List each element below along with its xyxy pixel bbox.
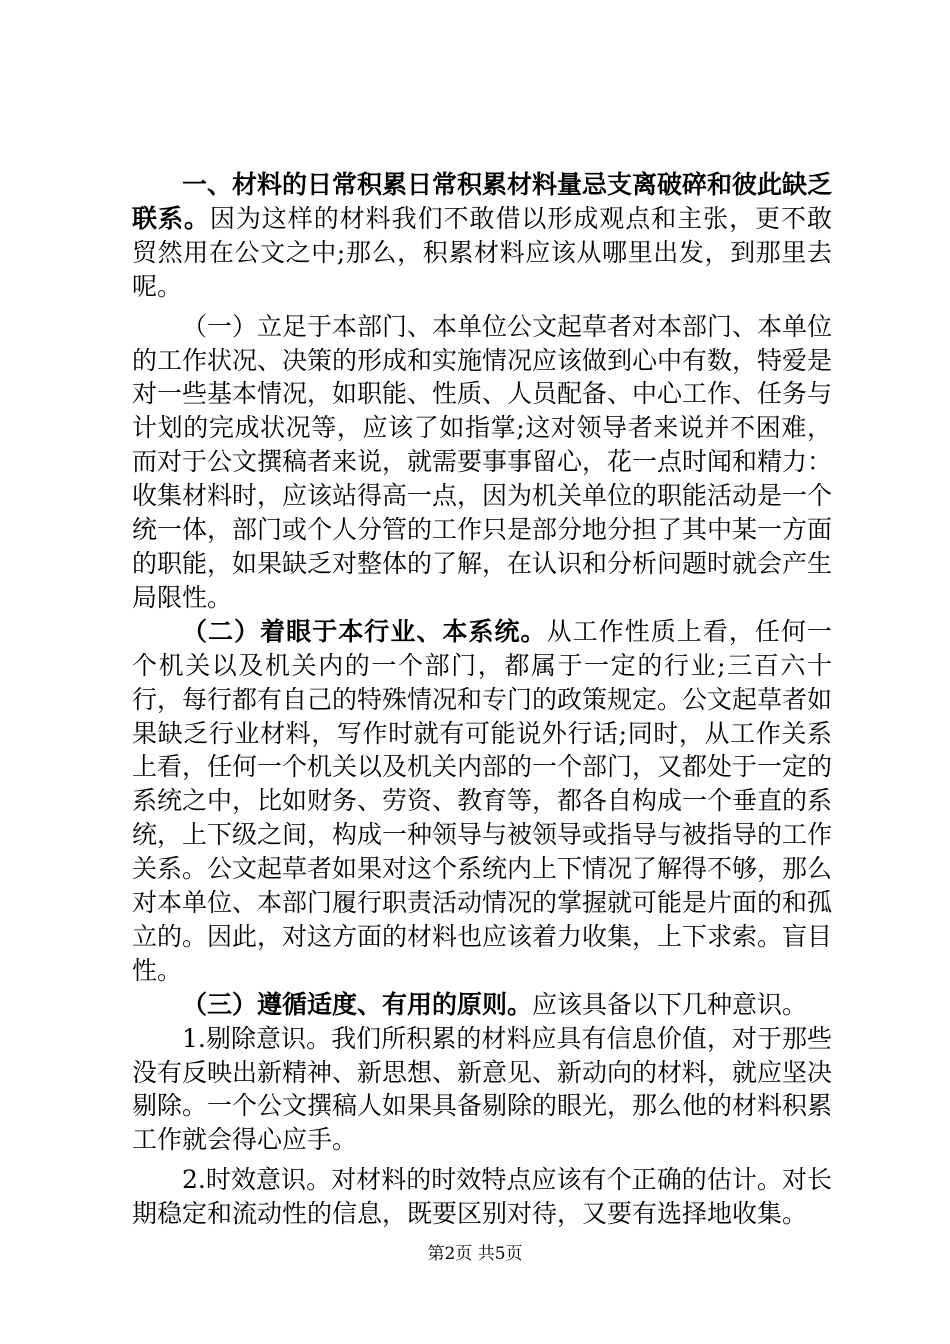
paragraph-1 — [132, 168, 832, 304]
paragraph-2 — [132, 310, 832, 615]
page-number-footer: 第2页 共5页 — [427, 1244, 523, 1264]
paragraph-4 — [132, 988, 832, 1022]
paragraph-4-heading: （三）遵循适度、有用的原则。 — [182, 989, 533, 1019]
paragraph-6 — [132, 1163, 832, 1231]
document-body — [132, 168, 832, 1231]
paragraph-3-heading: （二）着眼于本行业、本系统。 — [182, 616, 547, 646]
paragraph-2-text: （一）立足于本部门、本单位公文起草者对本部门、本单位的工作状况、决策的形成和实施情况应该做到心中有数，特爱是对一些基本情况，如职能、性质、人员配备、中心工作、任务与计划的完成状况等，应该了如指掌;这对领导者来说并不困难，而对于公文撰稿者来说，就需要事事留心，花一点时闻和精力：收集材料时，应该站得高一点，因为机关单位的职能活动是一个统一体，部门或个人分管的工作只是部分地分担了其中某一方面的职能，如果缺乏对整体的了解，在认识和分析问题时就会产生局限性。 — [132, 311, 833, 612]
paragraph-4-text: 应该具备以下几种意识。 — [532, 989, 808, 1019]
paragraph-5-text: 1.剔除意识。我们所积累的材料应具有信息价值，对于那些没有反映出新精神、新思想、新意见、新动向的材料，就应坚决剔除。一个公文撰稿人如果具备剔除的眼光，那么他的材料积累工作就会得心应手。 — [132, 1023, 833, 1155]
paragraph-6-text: 2.时效意识。对材料的时效特点应该有个正确的估计。对长期稳定和流动性的信息，既要区别对待，又要有选择地收集。 — [132, 1165, 832, 1229]
paragraph-5 — [132, 1022, 832, 1158]
paragraph-1-heading: 一、材料的日常积累日常积累材料量忌支离破碎和彼此缺乏联系。 — [132, 170, 833, 233]
paragraph-3-text: 从工作性质上看，任何一个机关以及机关内的一个部门，都属于一定的行业;三百六十行，每行都有自己的特殊情况和专门的政策规定。公文起草者如果缺乏行业材料，写作时就有可能说外行话;同时，从工作关系上看，任何一个机关以及机关内部的一个部门，又都处于一定的系统之中，比如财务、劳资、教育等，都各自构成一个垂直的系统，上下级之间，构成一种领导与被领导或指导与被指导的工作关系。公文起草者如果对这个系统内上下情况了解得不够，那么对本单位、本部门履行职责活动情况的掌握就可能是片面的和孤立的。因此，对这方面的材料也应该着力收集，上下求索。盲目性。 — [132, 616, 833, 985]
paragraph-1-text: 因为这样的材料我们不敢借以形成观点和主张，更不敢贸然用在公文之中;那么，积累材料应该从哪里出发，到那里去呢。 — [132, 203, 832, 301]
paragraph-3 — [132, 615, 832, 988]
